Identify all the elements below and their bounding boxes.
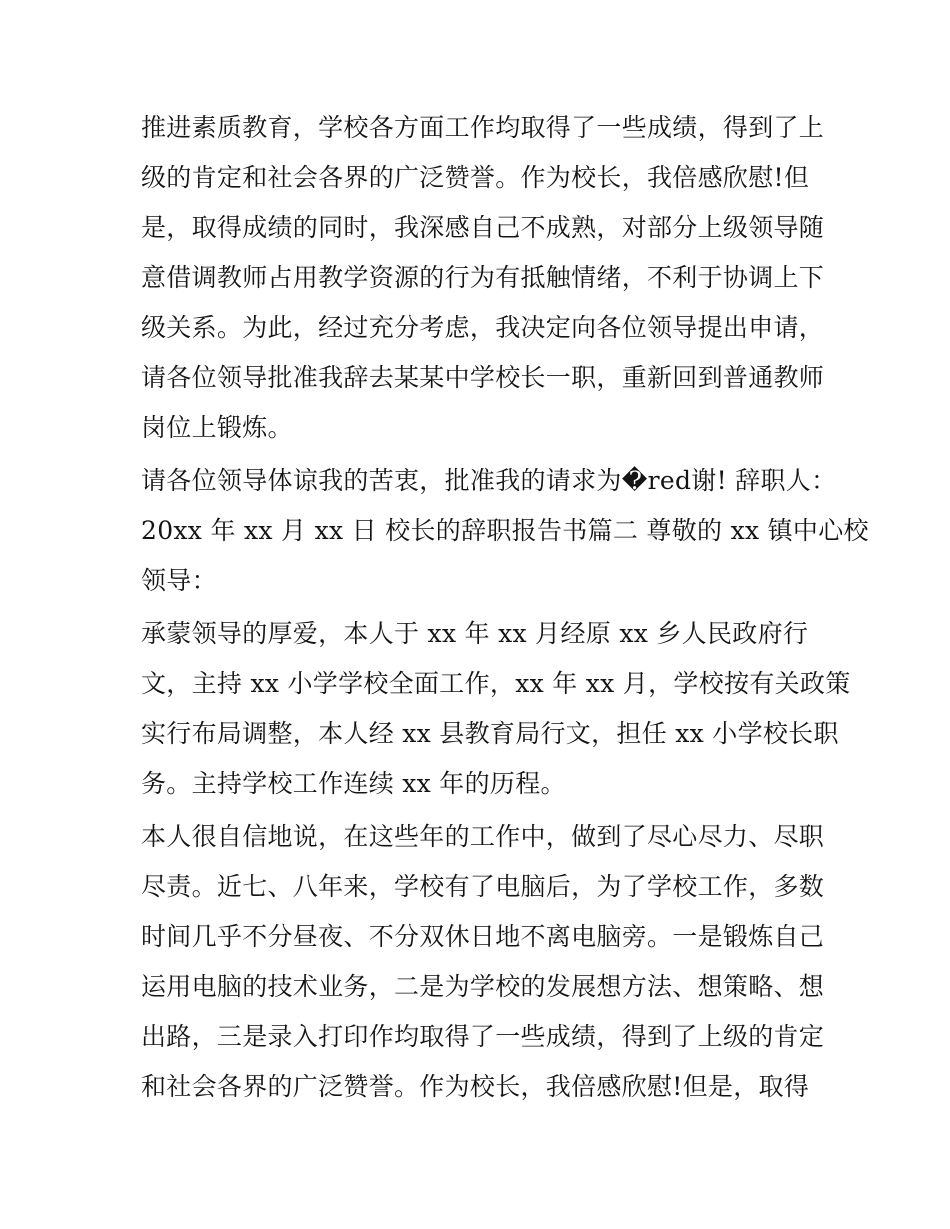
text-line: 运用电脑的技术业务，二是为学校的发展想方法、想策略、想 xyxy=(141,972,825,1001)
text-line: 领导： xyxy=(141,566,217,595)
text-line: 请各位领导批准我辞去某某中学校长一职，重新回到普通教师 xyxy=(141,363,825,392)
text-line: 级的肯定和社会各界的广泛赞誉。作为校长，我倍感欣慰!但 xyxy=(141,163,810,192)
text-line: 尽责。近七、八年来，学校有了电脑后，为了学校工作，多数 xyxy=(141,872,825,901)
text-line: 级关系。为此，经过充分考虑，我决定向各位领导提出申请， xyxy=(141,313,825,342)
text-line: 推进素质教育，学校各方面工作均取得了一些成绩，得到了上 xyxy=(141,113,825,142)
text-line: 实行布局调整，本人经 xx 县教育局行文，担任 xx 小学校长职 xyxy=(141,719,839,748)
text-line: 20xx 年 xx 月 xx 日 校长的辞职报告书篇二 尊敬的 xx 镇中心校 xyxy=(141,516,869,545)
text-line: 承蒙领导的厚爱，本人于 xx 年 xx 月经原 xx 乡人民政府行 xyxy=(141,619,809,648)
text-line: 是，取得成绩的同时，我深感自己不成熟，对部分上级领导随 xyxy=(141,213,825,242)
text-line: 文，主持 xx 小学学校全面工作，xx 年 xx 月，学校按有关政策 xyxy=(141,669,851,698)
text-line: 务。主持学校工作连续 xx 年的历程。 xyxy=(141,769,566,798)
text-line: 时间几乎不分昼夜、不分双休日地不离电脑旁。一是锻炼自己 xyxy=(141,922,825,951)
text-line: 岗位上锻炼。 xyxy=(141,413,293,442)
text-line: 出路，三是录入打印作均取得了一些成绩，得到了上级的肯定 xyxy=(141,1022,825,1051)
text-line: 和社会各界的广泛赞誉。作为校长，我倍感欣慰!但是，取得 xyxy=(141,1072,810,1101)
text-line: 意借调教师占用教学资源的行为有抵触情绪，不利于协调上下 xyxy=(141,263,825,292)
text-line: 请各位领导体谅我的苦衷，批准我的请求为�red谢! 辞职人： xyxy=(141,466,837,495)
text-line: 本人很自信地说，在这些年的工作中，做到了尽心尽力、尽职 xyxy=(141,822,825,851)
